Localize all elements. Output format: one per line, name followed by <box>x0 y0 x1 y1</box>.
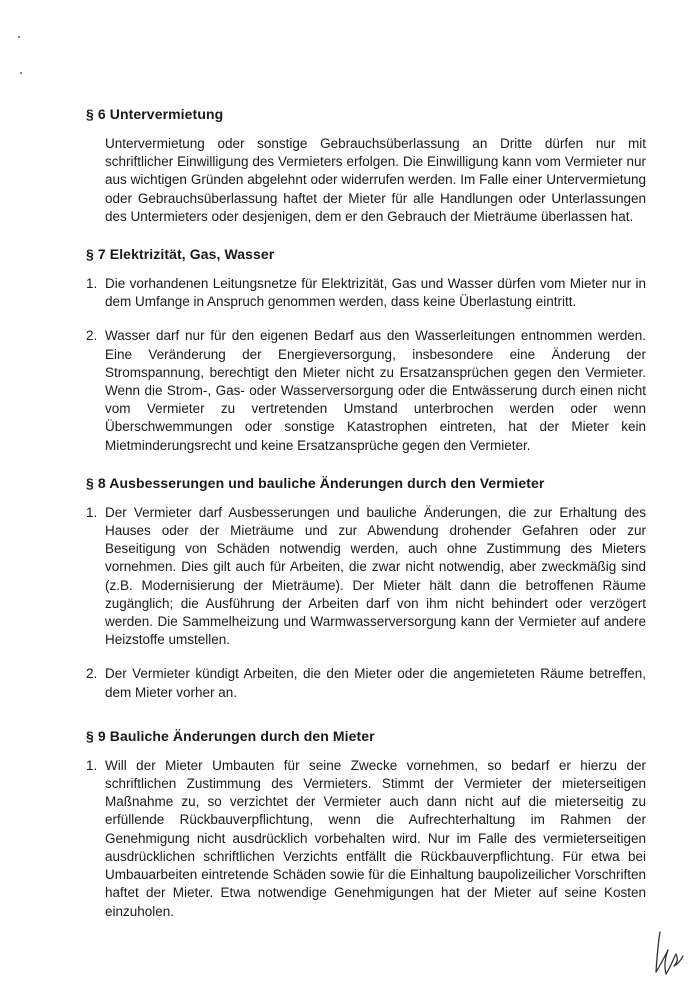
numbered-list <box>86 275 646 455</box>
list-number: 1. <box>86 276 98 292</box>
list-number: 2. <box>86 666 98 682</box>
list-text: Die vorhandenen Leitungsnetze für Elektrizität, Gas und Wasser dürfen vom Mieter nur in dem Umfange in Anspruch genommen werden, dass keine Überlastung eintritt. <box>105 276 646 310</box>
list-number: 1. <box>86 757 98 773</box>
list-number: 1. <box>86 504 98 520</box>
section-heading: § 8 Ausbesserungen und bauliche Änderungen durch den Vermieter <box>86 474 545 491</box>
section-paragraph: Untervermietung oder sonstige Gebrauchsüberlassung an Dritte dürfen nur mit schriftlicher Einwilligung des Vermieters erfolgen. Die Einwilligung kann vom Vermieter nur aus wichtigen Gründen abgelehnt oder widerrufen werden. Im Falle einer Untervermietung oder Gebrauchsüberlassung haftet der Mieter für alle Handlungen oder Unterlassungen des Untermieters oder desjenigen, dem er den Gebrauch der Mieträume überlassen hat. <box>105 136 646 224</box>
list-text: Wasser darf nur für den eigenen Bedarf aus den Wasserleitungen entnommen werden. Eine Veränderung der Energieversorgung, insbesondere eine Änderung der Stromspannung, berechtigt den Mieter nicht zu Ersatzansprüchen gegen den Vermieter. Wenn die Strom-, Gas- oder Wasserversorgung oder die Entwässerung durch einen nicht vom Vermieter zu vertretenden Umstand unterbrochen werden oder wenn Überschwemmungen oder sonstige Katastrophen eintreten, hat der Mieter kein Mietminderungsrecht und keine Ersatzansprüche gegen den Vermieter. <box>105 328 646 453</box>
list-text: Will der Mieter Umbauten für seine Zwecke vornehmen, so bedarf er hierzu der schriftlichen Zustimmung des Vermieters. Stimmt der Vermieter der mieterseitigen Maßnahme zu, so verzichtet der Vermieter auch dann nicht auf die mieterseitig zu erfüllende Rückbauverpflichtung, wenn die Aufrechterhaltung im Rahmen der Genehmigung nicht ausdrücklich vorbehalten wird. Nur im Falle des vermieterseitigen ausdrücklichen schriftlichen Verzichts entfällt die Rückbauverpflichtung. Für etwa bei Umbauarbeiten eintretende Schäden sowie für die Einhaltung baupolizeilicher Vorschriften haftet der Mieter. Etwa notwendige Genehmigungen hat der Mieter auf seine Kosten einzuholen. <box>105 757 646 919</box>
section-7 <box>86 246 646 475</box>
list-text: Der Vermieter darf Ausbesserungen und bauliche Änderungen, die zur Erhaltung des Hauses oder der Mieträume und zur Abwendung drohender Gefahren oder zur Beseitigung von Schäden notwendig werden, auch ohne Zustimmung des Mieters vornehmen. Dies gilt auch für Arbeiten, die zwar nicht notwendig, aber zweckmäßig sind (z.B. Modernisierung der Mieträume). Der Mieter hält dann die betroffenen Räume zugänglich; die Ausführung der Arbeiten darf von ihm nicht behindert oder verzögert werden. Die Sammelheizung und Warmwasserversorgung kann der Vermieter auf andere Heizstoffe umstellen. <box>105 504 646 648</box>
numbered-list <box>86 504 646 702</box>
initials-signature <box>652 928 686 978</box>
list-item <box>86 504 646 650</box>
section-9 <box>86 728 646 921</box>
section-8 <box>86 475 646 728</box>
list-text: Der Vermieter kündigt Arbeiten, die den Mieter oder die angemieteten Räume betreffen, dem Mieter vorher an. <box>105 666 646 700</box>
list-item <box>86 327 646 454</box>
list-number: 2. <box>86 328 98 344</box>
section-heading: § 9 Bauliche Änderungen durch den Mieter <box>86 727 375 744</box>
scan-mark <box>20 72 22 74</box>
list-item <box>86 757 646 921</box>
document-page <box>86 106 646 937</box>
section-heading: § 7 Elektrizität, Gas, Wasser <box>86 246 275 263</box>
section-6 <box>86 106 646 226</box>
list-item <box>86 275 646 311</box>
section-heading: § 6 Untervermietung <box>86 106 224 122</box>
list-item <box>86 665 646 701</box>
numbered-list <box>86 757 646 921</box>
scan-mark <box>18 36 20 38</box>
